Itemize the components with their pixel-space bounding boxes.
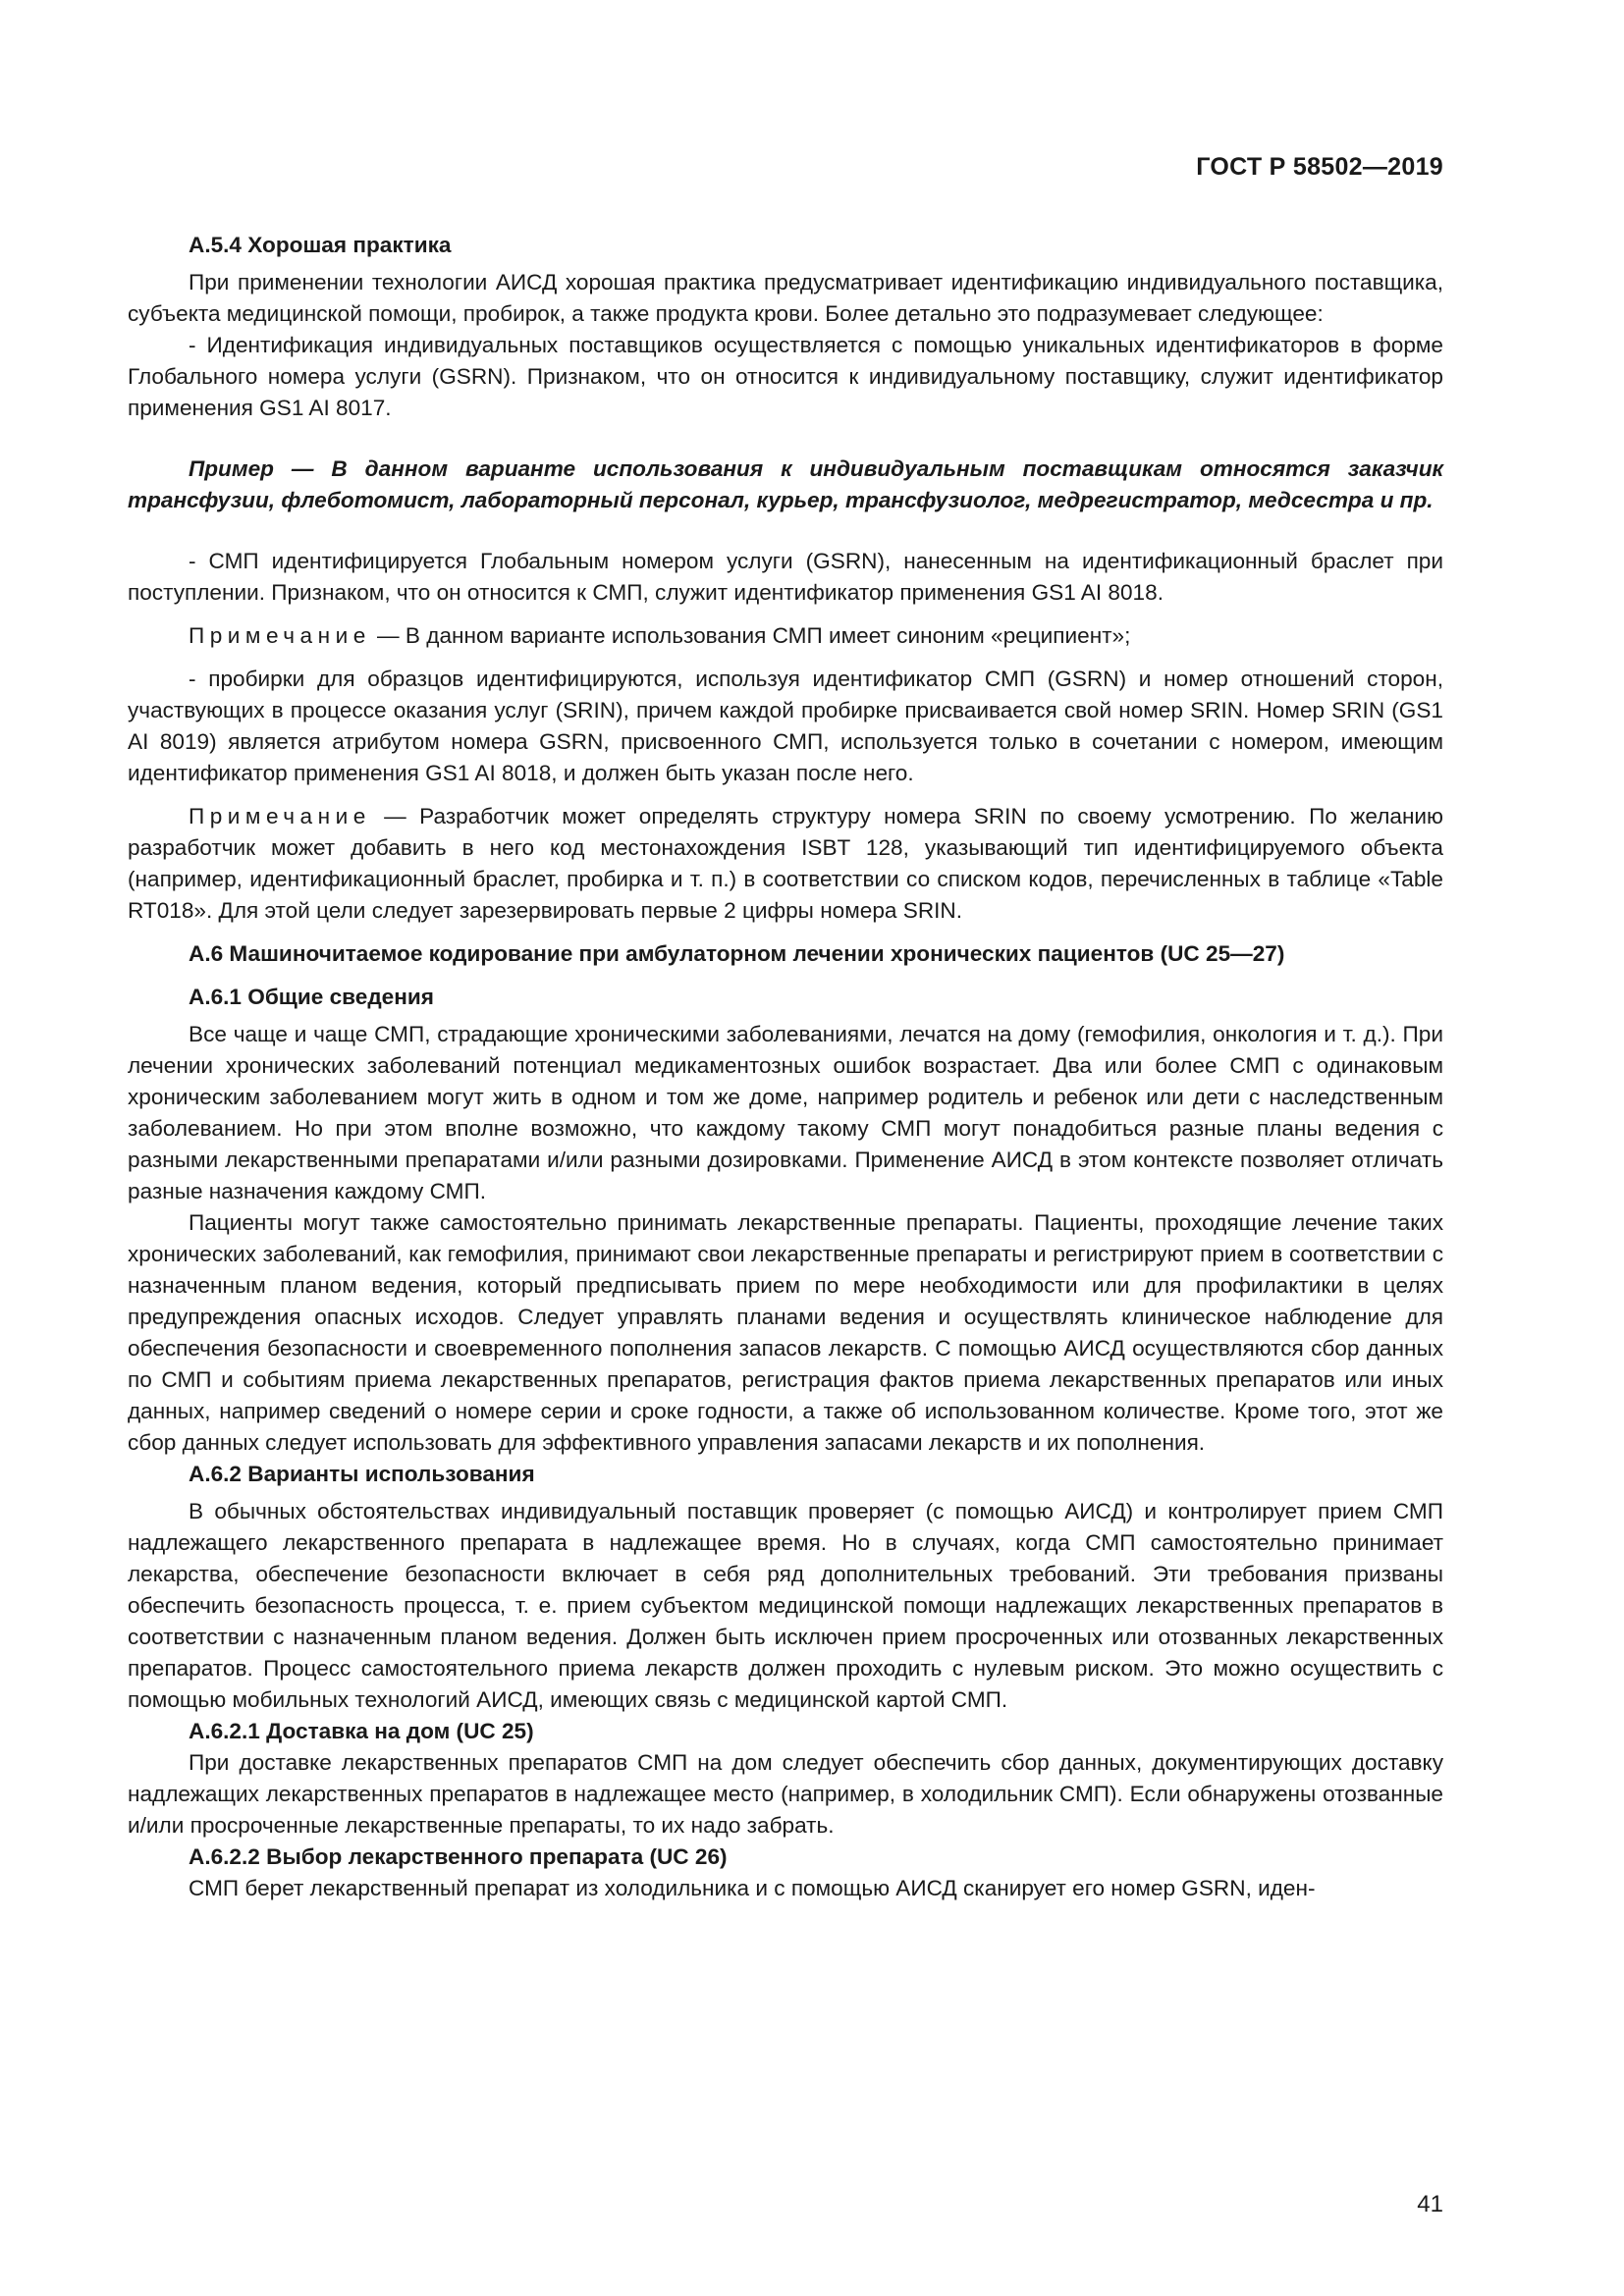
note-1-label: Примечание xyxy=(189,623,371,648)
section-a6-heading: А.6 Машиночитаемое кодирование при амбулаторном лечении хронических пациентов (UC 25—27) xyxy=(189,941,1285,966)
section-a62-heading: А.6.2 Варианты использования xyxy=(189,1462,535,1486)
section-a621-heading: А.6.2.1 Доставка на дом (UC 25) xyxy=(189,1719,534,1743)
page-content xyxy=(128,230,1443,1904)
section-a61-paragraph-1: Все чаще и чаще СМП, страдающие хроническими заболеваниями, лечатся на дому (гемофилия, онкология и т. д.). При лечении хронических заболеваний потенциал медикаментозных ошибок возрастает. Два или более СМП с одинаковым хроническим заболеванием могут жить в одном и том же доме, например родитель и ребенок или дети с наследственным заболеванием. Но при этом вполне возможно, что каждому такому СМП могут понадобиться разные планы ведения с разными лекарственными препаратами и/или разными дозировками. Применение АИСД в этом контексте позволяет отличать разные назначения каждому СМП. xyxy=(128,1022,1443,1203)
section-a54-heading: А.5.4 Хорошая практика xyxy=(189,233,452,257)
section-a62-paragraph-1: В обычных обстоятельствах индивидуальный поставщик проверяет (с помощью АИСД) и контролирует прием СМП надлежащего лекарственного препарата в надлежащее время. Но в случаях, когда СМП самостоятельно принимает лекарства, обеспечение безопасности включает в себя ряд дополнительных требований. Эти требования призваны обеспечить безопасность процесса, т. е. прием субъектом медицинской помощи надлежащих лекарственных препаратов в соответствии с назначенным планом ведения. Должен быть исключен прием просроченных или отозванных лекарственных препаратов. Процесс самостоятельного приема лекарств должен проходить с нулевым риском. Это можно осуществить с помощью мобильных технологий АИСД, имеющих связь с медицинской картой СМП. xyxy=(128,1499,1443,1712)
section-a622-paragraph-1: СМП берет лекарственный препарат из холодильника и с помощью АИСД сканирует его номер GSRN, иден- xyxy=(189,1876,1316,1900)
page-number: 41 xyxy=(1417,2191,1443,2217)
section-a54-paragraph-4: - пробирки для образцов идентифицируются, используя идентификатор СМП (GSRN) и номер отношений сторон, участвующих в процессе оказания услуг (SRIN), причем каждой пробирке присваивается свой номер SRIN. Номер SRIN (GS1 AI 8019) является атрибутом номера GSRN, присвоенного СМП, используется только в сочетании с номером, имеющим идентификатор применения GS1 AI 8018, и должен быть указан после него. xyxy=(128,667,1443,785)
section-a54-paragraph-2: - Идентификация индивидуальных поставщиков осуществляется с помощью уникальных идентификаторов в форме Глобального номера услуги (GSRN). Признаком, что он относится к индивидуальному поставщику, служит идентификатор применения GS1 AI 8017. xyxy=(128,333,1443,420)
section-a54-paragraph-1: При применении технологии АИСД хорошая практика предусматривает идентификацию индивидуального поставщика, субъекта медицинской помощи, пробирок, а также продукта крови. Более детально это подразумевает следующее: xyxy=(128,270,1443,326)
note-2 xyxy=(128,801,1443,927)
section-a61-paragraph-2: Пациенты могут также самостоятельно принимать лекарственные препараты. Пациенты, проходящие лечение таких хронических заболеваний, как гемофилия, принимают свои лекарственные препараты и регистрируют прием в соответствии с назначенным планом ведения, который предписывать прием по мере необходимости или для профилактики в целях предупреждения опасных исходов. Следует управлять планами ведения и осуществлять клиническое наблюдение для обеспечения безопасности и своевременного пополнения запасов лекарств. С помощью АИСД осуществляются сбор данных по СМП и событиям приема лекарственных препаратов, регистрация фактов приема лекарственных препаратов или иных данных, например сведений о номере серии и сроке годности, а также об использованном количестве. Кроме того, этот же сбор данных следует использовать для эффективного управления запасами лекарств и их пополнения. xyxy=(128,1210,1443,1455)
section-a54-paragraph-3: - СМП идентифицируется Глобальным номером услуги (GSRN), нанесенным на идентификационный браслет при поступлении. Признаком, что он относится к СМП, служит идентификатор применения GS1 AI 8018. xyxy=(128,549,1443,605)
note-2-text: — Разработчик может определять структуру номера SRIN по своему усмотрению. По желанию разработчик может добавить в него код местонахождения ISBT 128, указывающий тип идентифицируемого объекта (например, идентификационный браслет, пробирка и т. п.) в соответствии со списком кодов, перечисленных в таблице «Table RT018». Для этой цели следует зарезервировать первые 2 цифры номера SRIN. xyxy=(128,804,1443,923)
standard-id-header: ГОСТ Р 58502—2019 xyxy=(1196,153,1443,181)
note-1-text: — В данном варианте использования СМП имеет синоним «реципиент»; xyxy=(370,623,1131,648)
section-a622-heading: А.6.2.2 Выбор лекарственного препарата (UC 26) xyxy=(189,1844,728,1869)
note-2-label: Примечание xyxy=(189,804,371,828)
section-a61-heading: А.6.1 Общие сведения xyxy=(189,985,434,1009)
note-1 xyxy=(128,620,1443,652)
example-block: Пример — В данном варианте использования к индивидуальным поставщикам относятся заказчик трансфузии, флеботомист, лабораторный персонал, курьер, трансфузиолог, медрегистратор, медсестра и пр. xyxy=(128,456,1443,512)
section-a621-paragraph-1: При доставке лекарственных препаратов СМП на дом следует обеспечить сбор данных, документирующих доставку надлежащих лекарственных препаратов в надлежащее место (например, в холодильник СМП). Если обнаружены отозванные и/или просроченные лекарственные препараты, то их надо забрать. xyxy=(128,1750,1443,1838)
